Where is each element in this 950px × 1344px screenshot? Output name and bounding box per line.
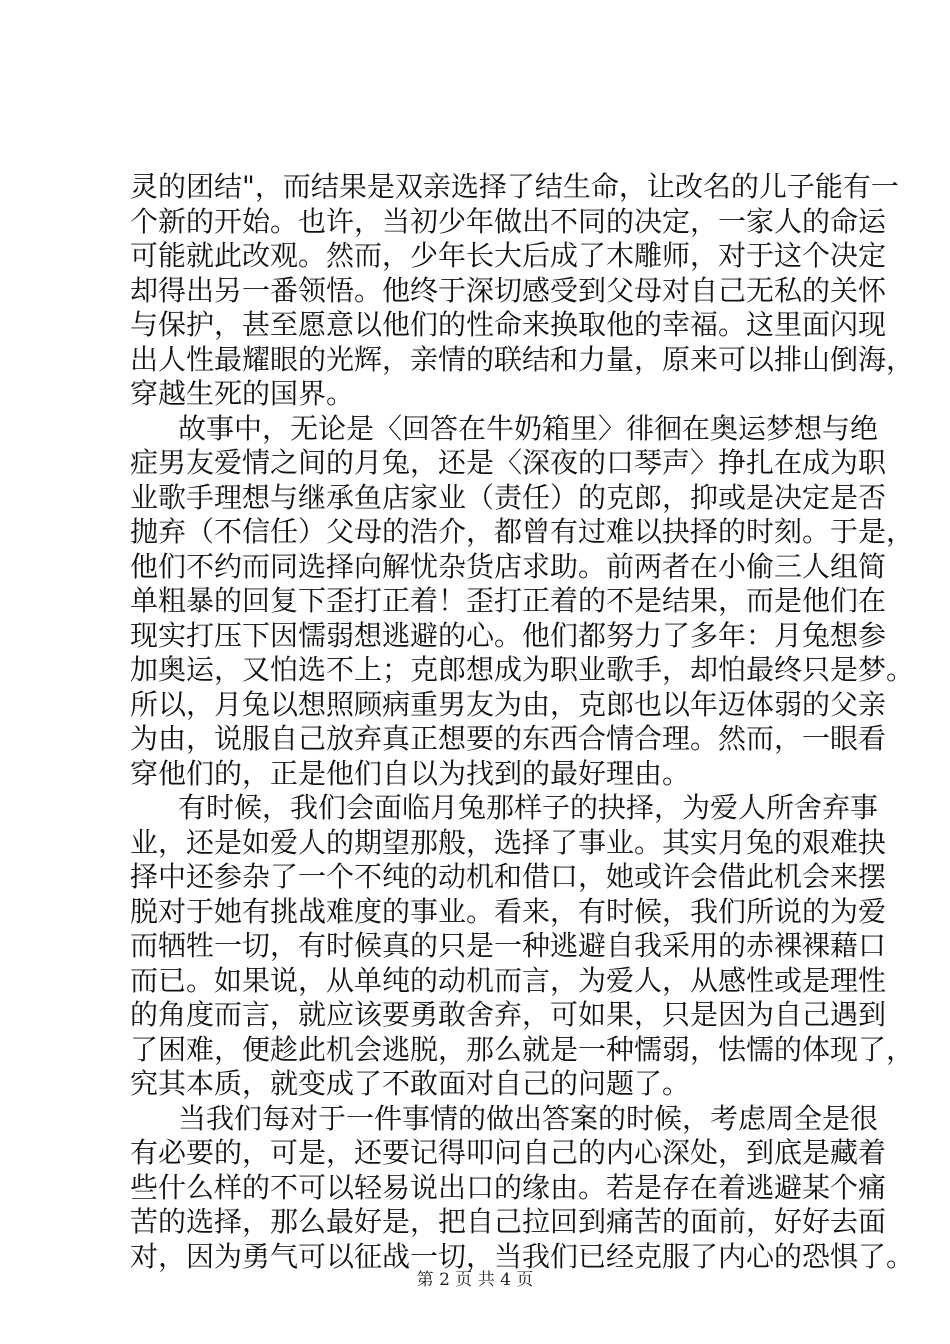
text-line: 穿他们的，正是他们自以为找到的最好理由。 — [130, 756, 691, 790]
text-line: 故事中，无论是〈回答在牛奶箱里〉徘徊在奥运梦想与绝 — [178, 411, 879, 445]
text-line: 加奥运，又怕选不上；克郎想成为职业歌手，却怕最终只是梦。 — [130, 653, 915, 686]
text-line: 现实打压下因懦弱想逃避的心。他们都努力了多年：月兔想参 — [130, 618, 887, 652]
text-line: 苦的选择，那么最好是，把自己拉回到痛苦的面前，好好去面 — [130, 1205, 887, 1238]
text-line: 所以，月兔以想照顾病重男友为由，克郎也以年迈体弱的父亲 — [130, 687, 887, 721]
text-line: 穿越生死的国界。 — [130, 377, 355, 410]
text-line: 抛弃（不信任）父母的浩介，都曾有过难以抉择的时刻。于是， — [130, 515, 915, 548]
text-line: 业，还是如爱人的期望那般，选择了事业。其实月兔的艰难抉 — [130, 825, 887, 859]
text-line: 了困难，便趁此机会逃脱，那么就是一种懦弱，怯懦的体现了， — [130, 1032, 915, 1066]
text-line: 些什么样的不可以轻易说出口的缘由。若是存在着逃避某个痛 — [130, 1170, 887, 1204]
text-line: 究其本质，就变成了不敢面对自己的问题了。 — [130, 1067, 691, 1100]
text-line: 症男友爱情之间的月兔，还是〈深夜的口琴声〉挣扎在成为职 — [130, 446, 887, 479]
text-line: 对，因为勇气可以征战一切，当我们已经克服了内心的恐惧了。 — [130, 1239, 915, 1273]
text-line: 而牺牲一切，有时候真的只是一种逃避自我采用的赤裸裸藉口 — [130, 929, 887, 962]
text-line: 业歌手理想与继承鱼店家业（责任）的克郎，抑或是决定是否 — [130, 480, 887, 514]
text-line: 有必要的，可是，还要记得叩问自己的内心深处，到底是藏着 — [130, 1136, 887, 1169]
text-line: 个新的开始。也许，当初少年做出不同的决定，一家人的命运 — [130, 204, 887, 238]
text-line: 却得出另一番领悟。他终于深切感受到父母对自己无私的关怀 — [130, 273, 887, 307]
text-line: 可能就此改观。然而，少年长大后成了木雕师，对于这个决定 — [130, 239, 887, 272]
text-line: 择中还参杂了一个不纯的动机和借口，她或许会借此机会来摆 — [130, 860, 887, 893]
page-number-footer: 第 2 页 共 4 页 — [416, 1270, 534, 1290]
text-line: 而已。如果说，从单纯的动机而言，为爱人，从感性或是理性 — [130, 963, 887, 997]
text-line: 他们不约而同选择向解忧杂货店求助。前两者在小偷三人组简 — [130, 549, 887, 583]
text-line: 灵的团结"，而结果是双亲选择了结生命，让改名的儿子能有一 — [130, 170, 899, 203]
text-line: 与保护，甚至愿意以他们的性命来换取他的幸福。这里面闪现 — [130, 308, 887, 341]
text-line: 单粗暴的回复下歪打正着！歪打正着的不是结果，而是他们在 — [130, 584, 887, 617]
text-line: 的角度而言，就应该要勇敢舍弃，可如果，只是因为自己遇到 — [130, 998, 887, 1031]
text-line: 当我们每对于一件事情的做出答案的时候，考虑周全是很 — [178, 1101, 879, 1135]
document-body — [130, 170, 915, 1274]
text-line: 有时候，我们会面临月兔那样子的抉择，为爱人所舍弃事 — [178, 791, 879, 824]
text-line: 出人性最耀眼的光辉，亲情的联结和力量，原来可以排山倒海， — [130, 342, 915, 376]
text-line: 脱对于她有挑战难度的事业。看来，有时候，我们所说的为爱 — [130, 894, 887, 928]
text-line: 为由，说服自己放弃真正想要的东西合情合理。然而，一眼看 — [130, 722, 887, 755]
